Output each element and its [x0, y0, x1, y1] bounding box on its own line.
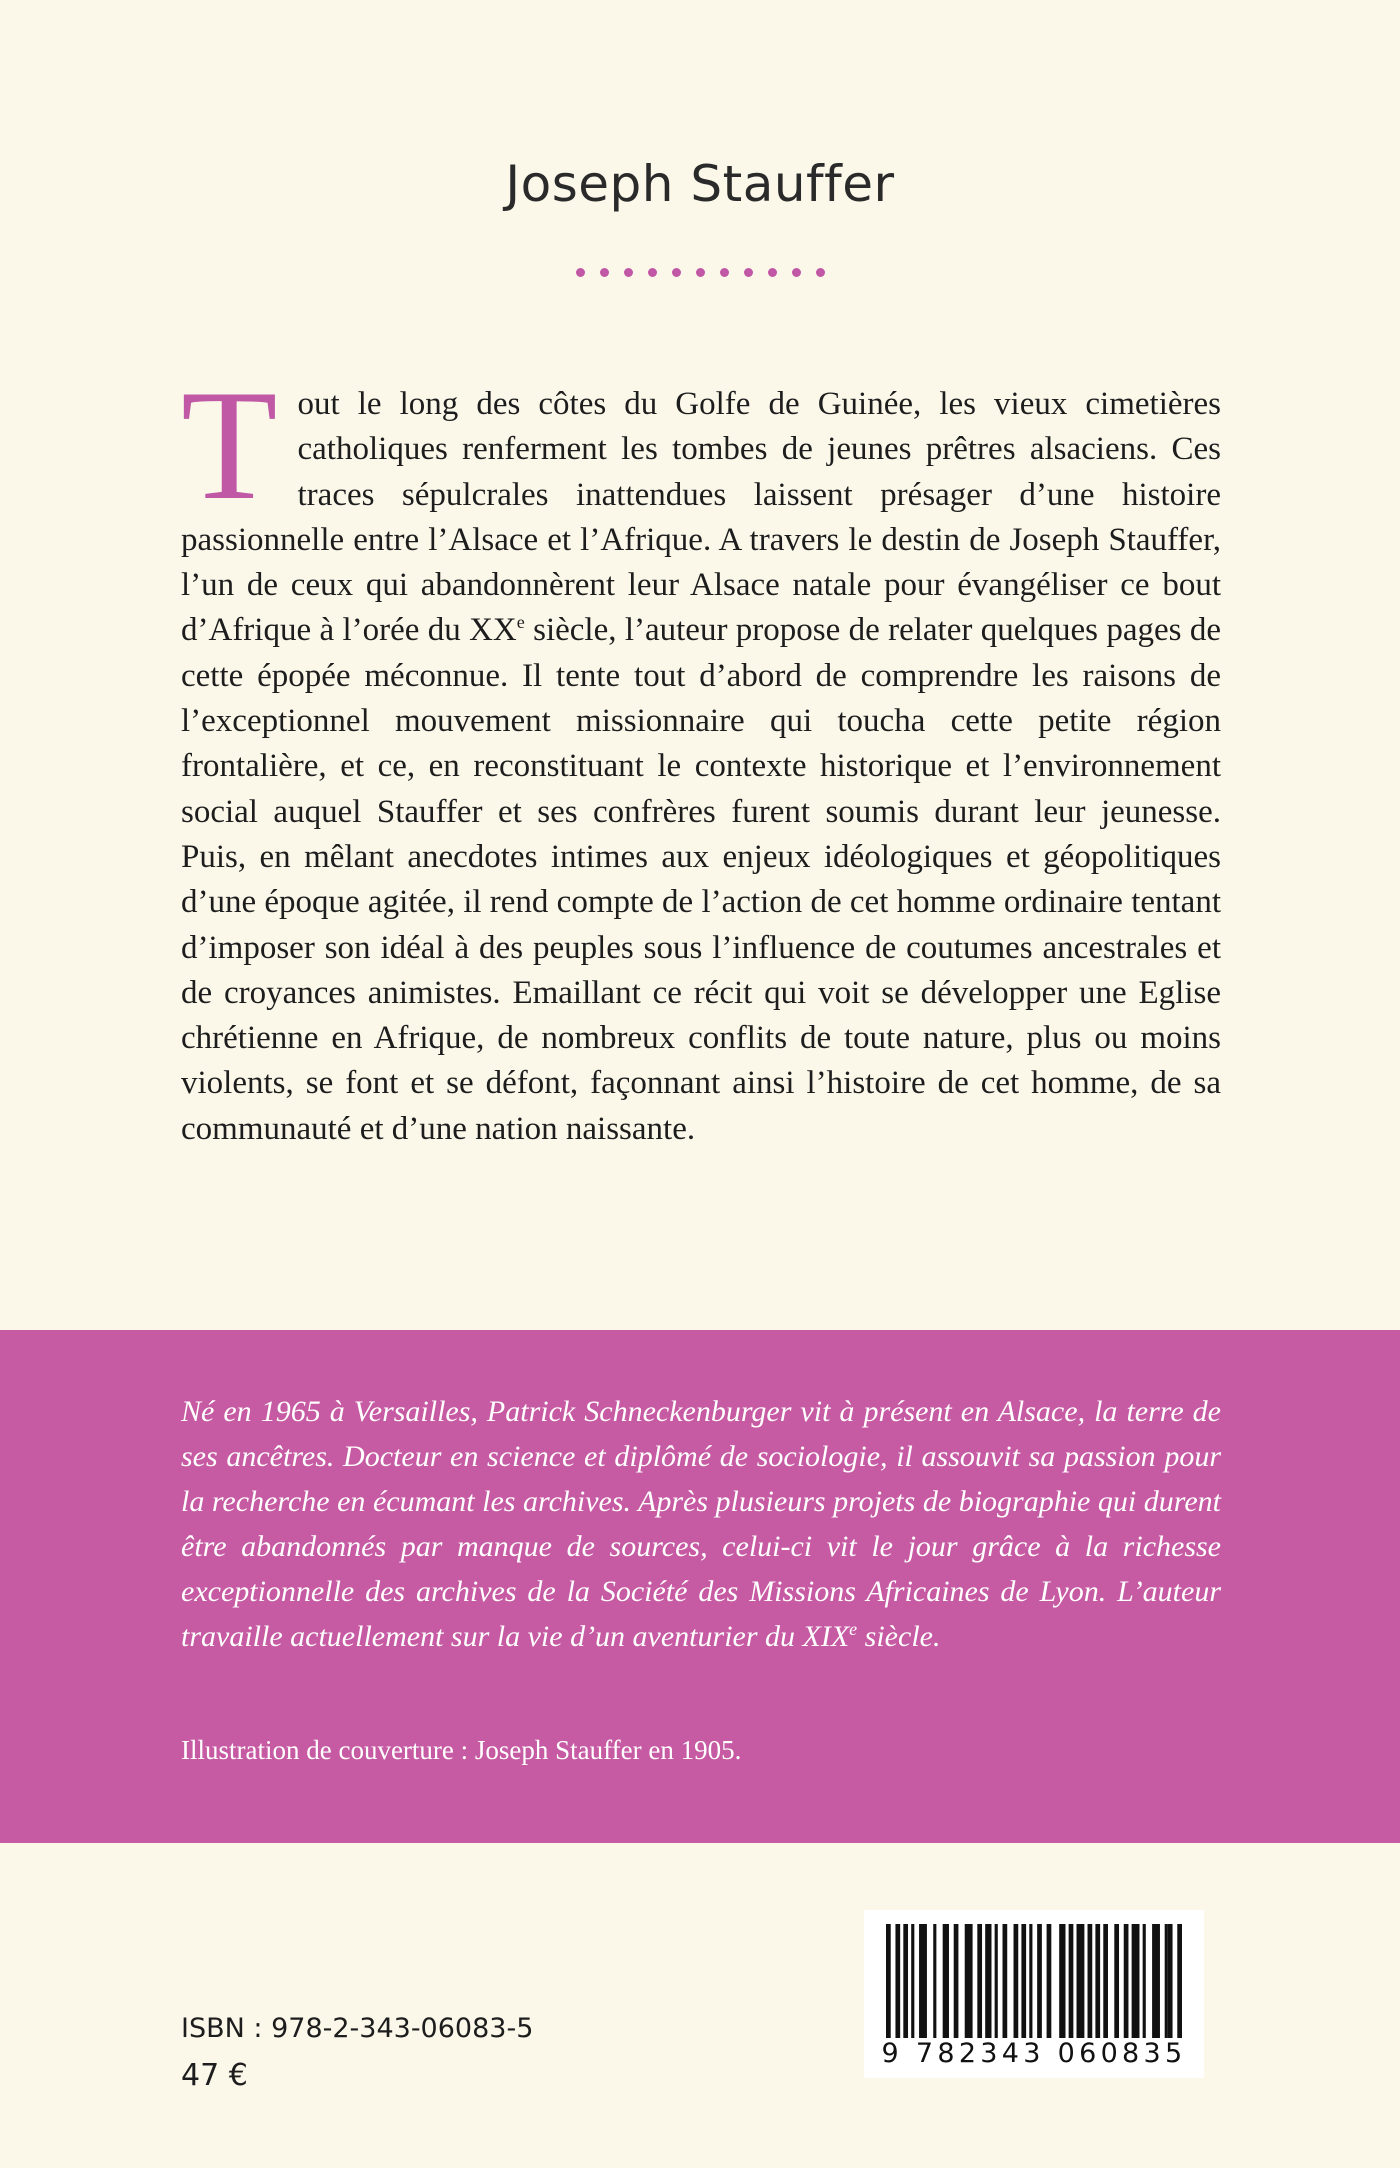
barcode-bar	[1069, 1924, 1074, 2038]
barcode-bar	[1143, 1924, 1146, 2038]
barcode-bar	[943, 1924, 949, 2038]
barcode-bar	[1132, 1924, 1140, 2038]
dot	[720, 268, 729, 277]
barcode-bar	[977, 1924, 982, 2038]
barcode-bar	[1059, 1924, 1065, 2038]
dot	[816, 268, 825, 277]
barcode-bar	[1124, 1924, 1129, 2038]
summary-text-part2: siècle, l’auteur propose de relater quelques pages de cette épopée méconnue. Il tente tout d’abord de comprendre les raisons de l’exceptionnel mouvement missionnaire qui toucha cette petite région frontalière, et ce, en reconstituant le contexte historique et l’environnement social auquel Stauffer et ses confrères furent soumis durant leur jeunesse. Puis, en mêlant anecdotes intimes aux enjeux idéologiques et géopolitiques d’une époque agitée, il rend compte de l’action de cet homme ordinaire tentant d’imposer son idéal à des peuples sous l’influence de coutumes ancestrales et de croyances animistes. Emaillant ce récit qui voit se développer une Eglise chrétienne en Afrique, de nombreux conflits de toute nature, plus ou moins violents, se font et se défont, façonnant ainsi l’histoire de cet homme, de sa communauté et d’une nation naissante.	[181, 612, 1221, 1147]
barcode-bar	[1029, 1924, 1032, 2038]
book-title: Joseph Stauffer	[505, 155, 895, 213]
dot	[600, 268, 609, 277]
barcode-bar	[1152, 1924, 1160, 2038]
barcode-bar	[886, 1924, 891, 2038]
barcode-bar	[1021, 1924, 1026, 2038]
barcode-bar	[903, 1924, 908, 2038]
barcode-bar	[995, 1924, 998, 2038]
barcode	[864, 1910, 1204, 2078]
barcode-bar	[919, 1924, 927, 2038]
barcode-bar	[1037, 1924, 1042, 2038]
barcode-bar	[1047, 1924, 1052, 2038]
bio-text-part2: siècle.	[857, 1620, 941, 1653]
price: 47 €	[181, 2058, 248, 2093]
barcode-bar	[1014, 1924, 1019, 2038]
dot	[696, 268, 705, 277]
dot	[792, 268, 801, 277]
barcode-bar	[965, 1924, 973, 2038]
summary-text-part1: out le long des côtes du Golfe de Guinée, les vieux cimetières catholiques renferment les tombes de jeunes prêtres alsaciens. Ces traces sépulcrales inattendues laissent présager d’une histoire passionnelle entre l’Alsace et l’Afrique. A travers le destin de Joseph Stauffer, l’un de ceux qui abandonnèrent leur Alsace natale pour évangéliser ce bout d’Afrique à l’orée du XX	[181, 386, 1221, 649]
barcode-bar	[1077, 1924, 1085, 2038]
barcode-bar	[1088, 1924, 1093, 2038]
barcode-bar	[1003, 1924, 1008, 2038]
decorative-dots	[0, 268, 1400, 277]
bio-superscript: e	[849, 1619, 858, 1639]
book-summary	[181, 358, 1221, 1152]
dot	[624, 268, 633, 277]
illustration-credit: Illustration de couverture : Joseph Stauffer en 1905.	[181, 1735, 742, 1765]
dot	[768, 268, 777, 277]
dot	[648, 268, 657, 277]
barcode-digits: 9 782343 060835	[881, 2038, 1187, 2069]
barcode-bar	[1168, 1924, 1173, 2038]
bio-text-part1: Né en 1965 à Versailles, Patrick Schneckenburger vit à présent en Alsace, la terre de ses ancêtres. Docteur en science et diplômé de sociologie, il assouvit sa passion pour la recherche en écumant les archives. Après plusieurs projets de biographie qui durent être abandonnés par manque de sources, celui-ci vit le jour grâce à la richesse exceptionnelle des archives de la Société des Missions Africaines de Lyon. L’auteur travaille actuellement sur la vie d’un aventurier du XIX	[181, 1395, 1221, 1653]
isbn: ISBN : 978-2-343-06083-5	[181, 2013, 534, 2044]
barcode-bar	[985, 1924, 991, 2038]
drop-cap: T	[181, 358, 278, 533]
dot	[744, 268, 753, 277]
barcode-bar	[1114, 1924, 1119, 2038]
dot	[672, 268, 681, 277]
dot	[576, 268, 585, 277]
barcode-bars	[864, 1910, 1204, 2040]
barcode-bar	[1165, 1924, 1168, 2038]
author-bio	[181, 1389, 1221, 1659]
barcode-bar	[911, 1924, 914, 2038]
barcode-bar	[1103, 1924, 1108, 2038]
summary-superscript: e	[516, 612, 525, 633]
author-band	[0, 1330, 1400, 1843]
barcode-bar	[1095, 1924, 1100, 2038]
barcode-bar	[954, 1924, 959, 2038]
barcode-bar	[1177, 1924, 1182, 2038]
barcode-bar	[933, 1924, 936, 2038]
barcode-bar	[895, 1924, 900, 2038]
